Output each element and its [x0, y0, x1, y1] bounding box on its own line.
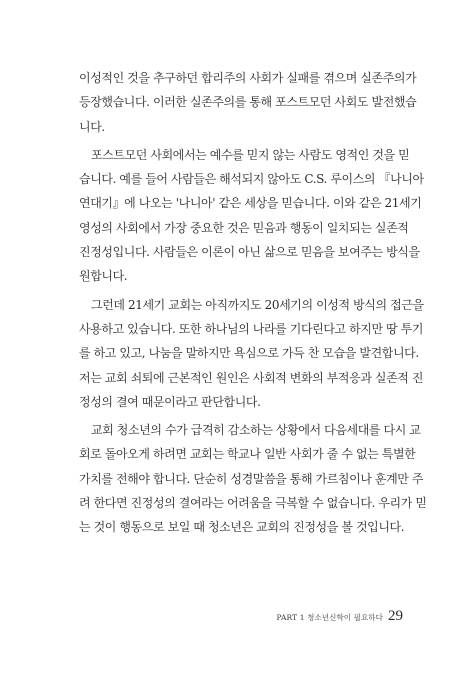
text-line: 그런데 21세기 교회는 아직까지도 20세기의 이성적 방식의 접근을 — [91, 297, 424, 312]
text-line: 사용하고 있습니다. 또한 하나님의 나라를 기다린다고 하지만 땅 투기 — [79, 321, 424, 336]
text-line: 등장했습니다. 이러한 실존주의를 통해 포스트모던 사회도 발전했습 — [79, 95, 417, 110]
text-line: 이성적인 것을 추구하던 합리주의 사회가 실패를 겪으며 실존주의가 — [79, 71, 417, 85]
text-line: 교회 청소년의 수가 급격히 감소하는 상황에서 다음세대를 다시 교 — [91, 423, 421, 438]
text-line: 저는 교회 쇠퇴에 근본적인 원인은 사회적 변화의 부적응과 실존적 진 — [79, 370, 424, 385]
text-line: 를 하고 있고, 나눔을 말하지만 욕심으로 가득 찬 모습을 발견합니다. — [79, 346, 419, 361]
text-line: 니다. — [79, 119, 105, 134]
paragraph-3 — [79, 293, 424, 414]
text-line: 영성의 사회에서 가장 중요한 것은 믿음과 행동이 일치되는 실존적 — [79, 220, 409, 235]
text-line: 포스트모던 사회에서는 예수를 믿지 않는 사람도 영적인 것을 믿 — [91, 147, 410, 162]
text-line: 연대기』에 나오는 '나니아' 같은 세상을 믿습니다. 이와 같은 21세기 — [79, 196, 422, 211]
text-line: 정성의 결여 때문이라고 판단합니다. — [79, 394, 261, 409]
text-line: 진정성입니다. 사람들은 이론이 아닌 삶으로 믿음을 보여주는 방식을 — [79, 245, 420, 260]
text-line: 려 한다면 진정성의 결여라는 어려움을 극복할 수 없습니다. 우리가 믿 — [79, 496, 427, 511]
body-text — [79, 66, 427, 540]
paragraph-2 — [79, 143, 424, 289]
page-footer — [277, 608, 403, 625]
text-line: 가치를 전해야 합니다. 단순히 성경말씀을 통해 가르침이나 훈계만 주 — [79, 471, 424, 486]
running-head: PART 1 청소년신학이 필요하다 — [276, 613, 383, 622]
paragraph-4 — [79, 418, 427, 539]
text-line: 습니다. 예를 들어 사람들은 해석되지 않아도 C.S. 루이스의 『나니아 — [79, 172, 424, 187]
paragraph-1 — [79, 66, 417, 139]
page-number: 29 — [388, 608, 403, 624]
text-line: 회로 돌아오게 하려면 교회는 학교나 일반 사회가 줄 수 없는 특별한 — [79, 447, 416, 462]
text-line: 는 것이 행동으로 보일 때 청소년은 교회의 진정성을 볼 것입니다. — [79, 520, 405, 535]
text-line: 원합니다. — [79, 269, 128, 284]
